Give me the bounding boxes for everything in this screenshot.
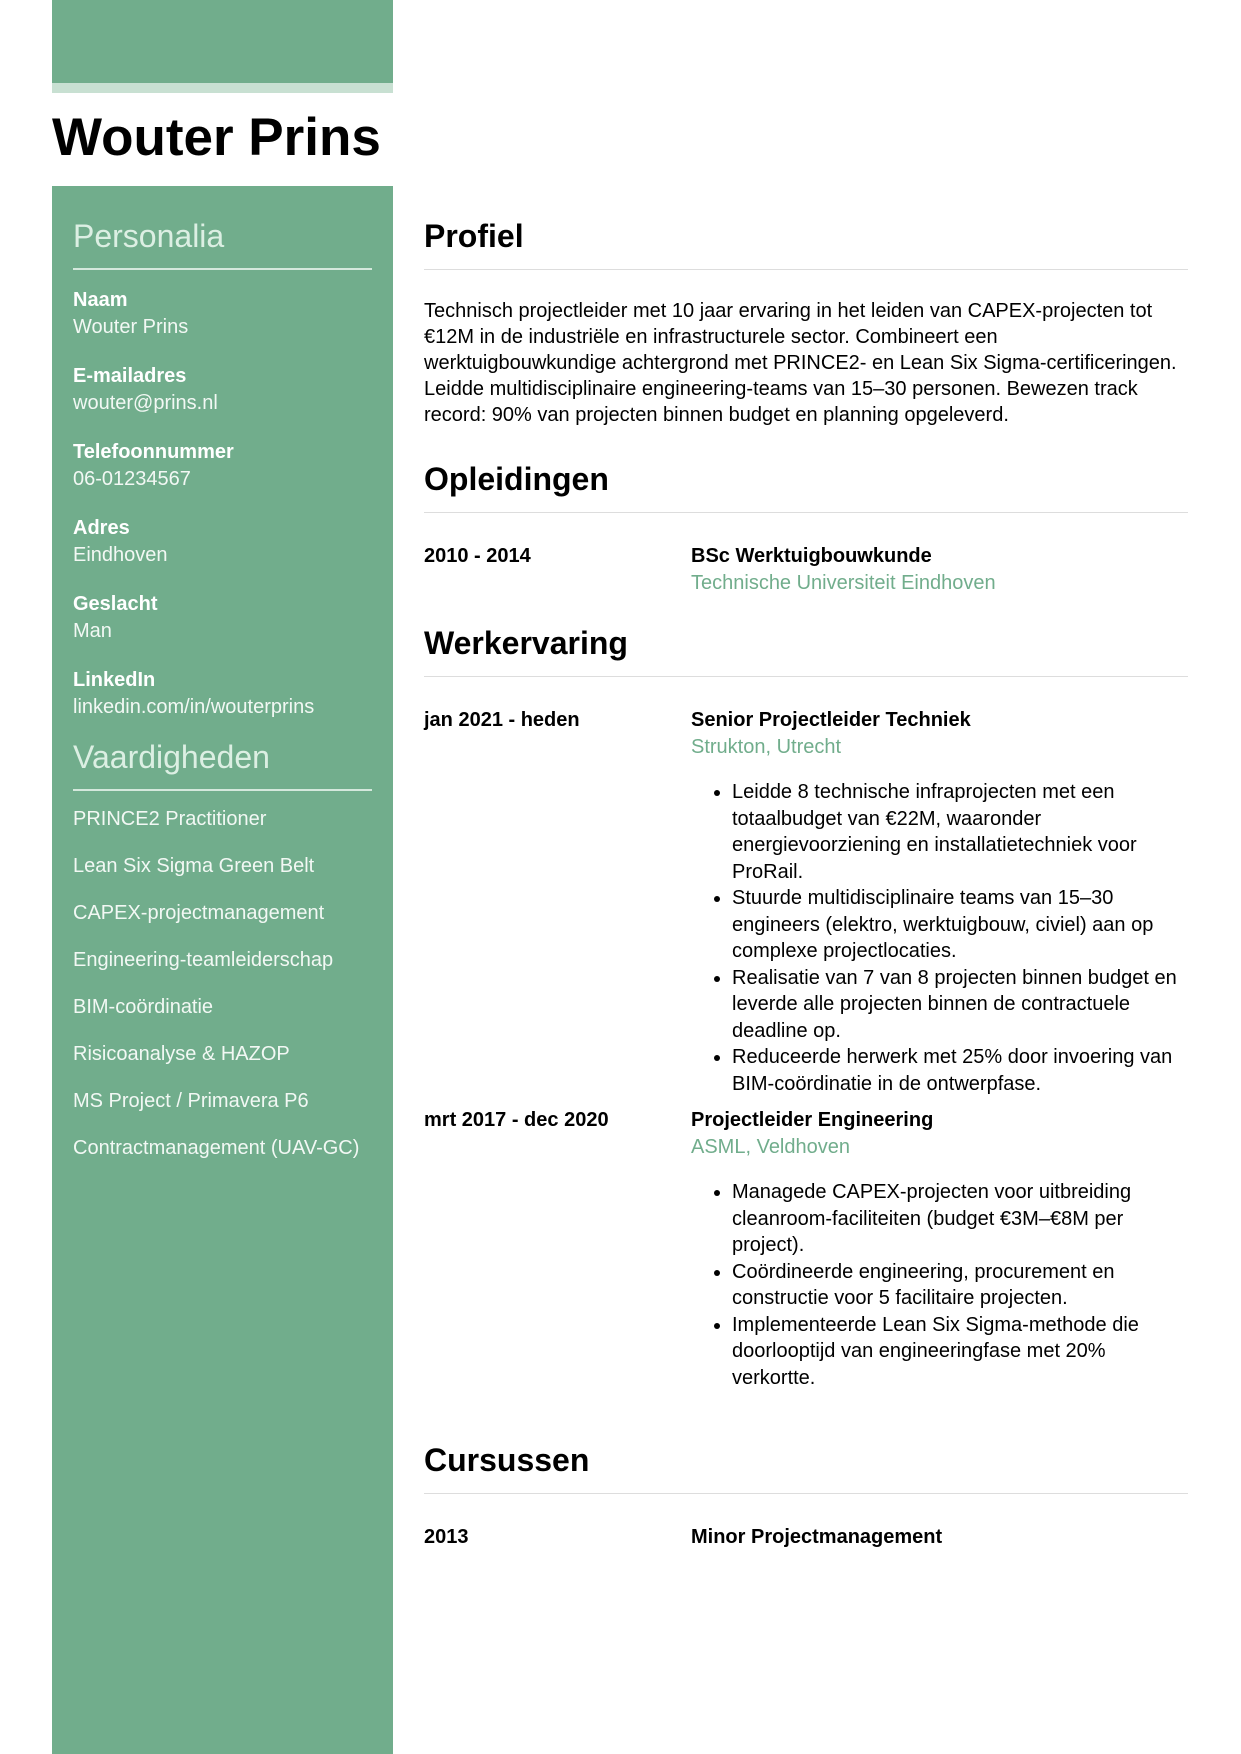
- bullet-item: • Stuurde multidisciplinaire teams van 15–30 engineers (elektro, werktuigbouw, civiel) aan op complexe projectlocaties.: [732, 885, 1188, 965]
- bullet-item: • Leidde 8 technische infraprojecten met een totaalbudget van €22M, waaronder energievoorziening en installatietechniek voor ProRail.: [732, 779, 1188, 885]
- courses-section: [424, 1440, 1188, 1551]
- profile-section: [424, 216, 1188, 428]
- skill-item: Contractmanagement (UAV-GC): [73, 1137, 360, 1159]
- skills-list: [73, 806, 372, 1182]
- personal-item-address: [73, 515, 372, 569]
- education-entry: [424, 543, 1188, 597]
- entry-date: 2013: [424, 1526, 469, 1548]
- personal-label: Adres: [73, 517, 130, 539]
- personal-list: [73, 287, 372, 743]
- sidebar-top-block: [52, 0, 393, 83]
- education-section: [424, 459, 1188, 597]
- skill-item: Lean Six Sigma Green Belt: [73, 855, 315, 877]
- personal-value: Wouter Prins: [73, 316, 189, 338]
- skill-item: CAPEX-projectmanagement: [73, 902, 325, 924]
- entry-company: ASML, Veldhoven: [691, 1136, 850, 1158]
- sidebar-accent-stripe: [52, 83, 393, 93]
- personal-label: E-mailadres: [73, 365, 187, 387]
- entry-body: [691, 1107, 1188, 1391]
- personal-label: Geslacht: [73, 593, 158, 615]
- entry-company: Strukton, Utrecht: [691, 736, 842, 758]
- personal-item-phone: [73, 439, 372, 493]
- skills-heading: Vaardigheden: [73, 737, 372, 791]
- skill-item: Risicoanalyse & HAZOP: [73, 1043, 290, 1065]
- profile-heading: Profiel: [424, 216, 1188, 270]
- skill-item: PRINCE2 Practitioner: [73, 808, 267, 830]
- personal-value: Man: [73, 620, 112, 642]
- personal-value: 06-01234567: [73, 468, 191, 490]
- bullet-list: [691, 779, 1188, 1097]
- entry-title: Senior Projectleider Techniek: [691, 709, 971, 731]
- personal-value: linkedin.com/in/wouterprins: [73, 696, 315, 718]
- bullet-list: [691, 1179, 1188, 1391]
- personal-value: Eindhoven: [73, 544, 168, 566]
- personal-heading: Personalia: [73, 216, 372, 270]
- personal-item-email: [73, 363, 372, 417]
- experience-entry: [424, 1107, 1188, 1391]
- sidebar: [52, 186, 393, 1754]
- entry-body: [691, 543, 1188, 597]
- entry-institution: Technische Universiteit Eindhoven: [691, 572, 996, 594]
- entry-date: jan 2021 - heden: [424, 709, 580, 731]
- personal-label: LinkedIn: [73, 669, 156, 691]
- entry-date: mrt 2017 - dec 2020: [424, 1109, 609, 1131]
- bullet-item: • Realisatie van 7 van 8 projecten binnen budget en leverde alle projecten binnen de contractuele deadline op.: [732, 965, 1188, 1045]
- personal-item-gender: [73, 591, 372, 645]
- experience-entry: [424, 707, 1188, 1097]
- experience-heading: Werkervaring: [424, 623, 1188, 677]
- personal-label: Telefoonnummer: [73, 441, 234, 463]
- entry-body: [691, 707, 1188, 1097]
- personal-value: wouter@prins.nl: [73, 392, 218, 414]
- personal-item-name: [73, 287, 372, 341]
- personal-item-linkedin: [73, 667, 372, 721]
- skill-item: Engineering-teamleiderschap: [73, 949, 334, 971]
- education-heading: Opleidingen: [424, 459, 1188, 513]
- courses-heading: Cursussen: [424, 1440, 1188, 1494]
- entry-title: Projectleider Engineering: [691, 1109, 934, 1131]
- bullet-item: • Implementeerde Lean Six Sigma-methode die doorlooptijd van engineeringfase met 20% verkortte.: [732, 1312, 1188, 1392]
- skill-item: BIM-coördinatie: [73, 996, 214, 1018]
- bullet-item: • Reduceerde herwerk met 25% door invoering van BIM-coördinatie in de ontwerpfase.: [732, 1044, 1188, 1097]
- bullet-item: • Coördineerde engineering, procurement en constructie voor 5 facilitaire projecten.: [732, 1259, 1188, 1312]
- entry-date: 2010 - 2014: [424, 545, 531, 567]
- bullet-item: • Managede CAPEX-projecten voor uitbreiding cleanroom-faciliteiten (budget €3M–€8M per project).: [732, 1179, 1188, 1259]
- entry-body: [691, 1524, 1188, 1551]
- course-entry: [424, 1524, 1188, 1551]
- personal-label: Naam: [73, 289, 128, 311]
- experience-section: [424, 623, 1188, 1391]
- skill-item: MS Project / Primavera P6: [73, 1090, 309, 1112]
- profile-text: Technisch projectleider met 10 jaar ervaring in het leiden van CAPEX-projecten tot €12M in de industriële en infrastructurele sector. Combineert een werktuigbouwkundige achtergrond met PRINCE2- en Lean Six Sigma-certificeringen. Leidde multidisciplinaire engineering-teams van 15–30 personen. Bewezen track record: 90% van projecten binnen budget en planning opgeleverd.: [424, 300, 1177, 426]
- entry-title: BSc Werktuigbouwkunde: [691, 545, 932, 567]
- candidate-name: Wouter Prins: [52, 108, 381, 167]
- entry-title: Minor Projectmanagement: [691, 1526, 943, 1548]
